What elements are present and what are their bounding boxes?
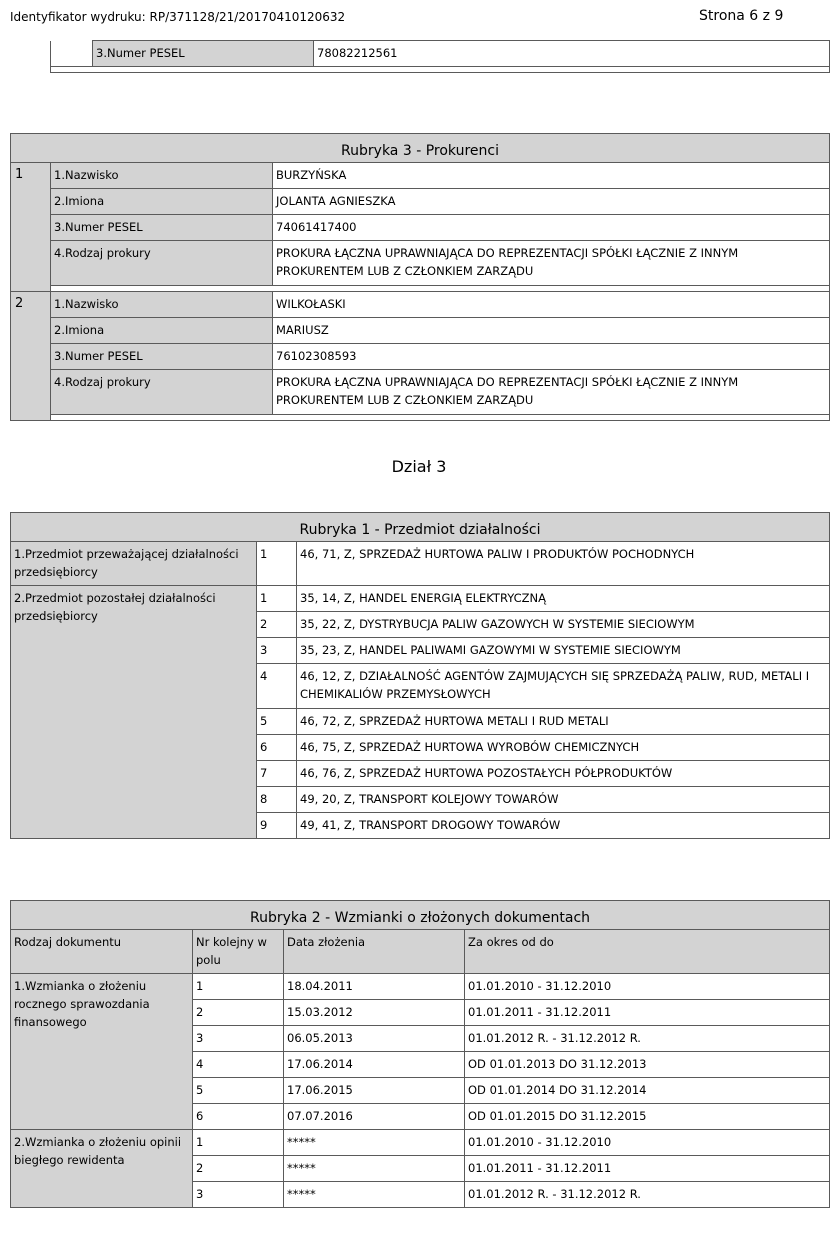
continuation-table: [50, 40, 830, 73]
column-header: Nr kolejny w polu: [193, 930, 284, 974]
activity-item: 46, 71, Z, SPRZEDAŻ HURTOWA PALIW I PRODUKTÓW POCHODNYCH: [297, 542, 830, 586]
field-label: 4.Rodzaj prokury: [51, 241, 273, 286]
row-number: 5: [193, 1078, 284, 1104]
filing-date: 06.05.2013: [284, 1026, 465, 1052]
field-value: PROKURA ŁĄCZNA UPRAWNIAJĄCA DO REPREZENTACJI SPÓŁKI ŁĄCZNIE Z INNYM PROKURENTEM LUB Z CZŁONKIEM ZARZĄDU: [273, 370, 830, 415]
entry-number: 1: [11, 163, 51, 292]
entry-number: 2: [11, 292, 51, 421]
period: 01.01.2011 - 31.12.2011: [465, 1156, 830, 1182]
item-number: 6: [257, 735, 297, 761]
field-label: 2.Imiona: [51, 318, 273, 344]
field-label: 2.Przedmiot pozostałej działalności przedsiębiorcy: [11, 586, 257, 839]
activity-item: 46, 12, Z, DZIAŁALNOŚĆ AGENTÓW ZAJMUJĄCYCH SIĘ SPRZEDAŻĄ PALIW, RUD, METALI I CHEMIKALIÓW PRZEMYSŁOWYCH: [297, 664, 830, 709]
activity-item: 35, 23, Z, HANDEL PALIWAMI GAZOWYMI W SYSTEMIE SIECIOWYM: [297, 638, 830, 664]
rubryka-3-table: [10, 133, 830, 421]
period: 01.01.2010 - 31.12.2010: [465, 974, 830, 1000]
field-label: 2.Imiona: [51, 189, 273, 215]
period: OD 01.01.2014 DO 31.12.2014: [465, 1078, 830, 1104]
field-label: 1.Przedmiot przeważającej działalności przedsiębiorcy: [11, 542, 257, 586]
activity-item: 49, 20, Z, TRANSPORT KOLEJOWY TOWARÓW: [297, 787, 830, 813]
row-number: 2: [193, 1000, 284, 1026]
field-value: WILKOŁASKI: [273, 292, 830, 318]
row-number: 2: [193, 1156, 284, 1182]
field-label: 4.Rodzaj prokury: [51, 370, 273, 415]
section-title: Rubryka 1 - Przedmiot działalności: [11, 513, 830, 542]
activity-item: 35, 22, Z, DYSTRYBUCJA PALIW GAZOWYCH W SYSTEMIE SIECIOWYM: [297, 612, 830, 638]
section-title: Rubryka 3 - Prokurenci: [11, 134, 830, 163]
field-label: 3.Numer PESEL: [93, 41, 314, 67]
field-value: BURZYŃSKA: [273, 163, 830, 189]
field-label: 1.Nazwisko: [51, 163, 273, 189]
item-number: 2: [257, 612, 297, 638]
item-number: 7: [257, 761, 297, 787]
period: 01.01.2011 - 31.12.2011: [465, 1000, 830, 1026]
row-number: 3: [193, 1182, 284, 1208]
field-value: 74061417400: [273, 215, 830, 241]
column-header: Data złożenia: [284, 930, 465, 974]
filing-date: 07.07.2016: [284, 1104, 465, 1130]
activity-item: 46, 72, Z, SPRZEDAŻ HURTOWA METALI I RUD METALI: [297, 709, 830, 735]
column-header: Za okres od do: [465, 930, 830, 974]
activity-item: 46, 75, Z, SPRZEDAŻ HURTOWA WYROBÓW CHEMICZNYCH: [297, 735, 830, 761]
filing-date: 18.04.2011: [284, 974, 465, 1000]
filing-date: 17.06.2014: [284, 1052, 465, 1078]
print-identifier: Identyfikator wydruku: RP/371128/21/20170410120632: [10, 10, 346, 24]
activity-item: 49, 41, Z, TRANSPORT DROGOWY TOWARÓW: [297, 813, 830, 839]
item-number: 1: [257, 542, 297, 586]
item-number: 5: [257, 709, 297, 735]
page-number: Strona 6 z 9: [699, 8, 784, 24]
activity-item: 46, 76, Z, SPRZEDAŻ HURTOWA POZOSTAŁYCH PÓŁPRODUKTÓW: [297, 761, 830, 787]
item-number: 3: [257, 638, 297, 664]
document-type: 2.Wzmianka o złożeniu opinii biegłego rewidenta: [11, 1130, 193, 1208]
field-value: PROKURA ŁĄCZNA UPRAWNIAJĄCA DO REPREZENTACJI SPÓŁKI ŁĄCZNIE Z INNYM PROKURENTEM LUB Z CZŁONKIEM ZARZĄDU: [273, 241, 830, 286]
row-number: 4: [193, 1052, 284, 1078]
item-number: 9: [257, 813, 297, 839]
field-value: JOLANTA AGNIESZKA: [273, 189, 830, 215]
rubryka-2-table: [10, 900, 830, 1208]
section-title: Rubryka 2 - Wzmianki o złożonych dokumentach: [11, 901, 830, 930]
row-number: 6: [193, 1104, 284, 1130]
field-value: 78082212561: [314, 41, 830, 67]
filing-date: *****: [284, 1156, 465, 1182]
filing-date: *****: [284, 1182, 465, 1208]
period: 01.01.2012 R. - 31.12.2012 R.: [465, 1026, 830, 1052]
filing-date: 15.03.2012: [284, 1000, 465, 1026]
period: 01.01.2012 R. - 31.12.2012 R.: [465, 1182, 830, 1208]
rubryka-1-table: [10, 512, 830, 839]
filing-date: 17.06.2015: [284, 1078, 465, 1104]
item-number: 8: [257, 787, 297, 813]
row-number: 1: [193, 974, 284, 1000]
item-number: 1: [257, 586, 297, 612]
column-header: Rodzaj dokumentu: [11, 930, 193, 974]
field-label: 1.Nazwisko: [51, 292, 273, 318]
field-label: 3.Numer PESEL: [51, 344, 273, 370]
row-number: 3: [193, 1026, 284, 1052]
row-number: 1: [193, 1130, 284, 1156]
period: OD 01.01.2015 DO 31.12.2015: [465, 1104, 830, 1130]
period: 01.01.2010 - 31.12.2010: [465, 1130, 830, 1156]
activity-item: 35, 14, Z, HANDEL ENERGIĄ ELEKTRYCZNĄ: [297, 586, 830, 612]
period: OD 01.01.2013 DO 31.12.2013: [465, 1052, 830, 1078]
document-type: 1.Wzmianka o złożeniu rocznego sprawozdania finansowego: [11, 974, 193, 1130]
item-number: 4: [257, 664, 297, 709]
field-label: 3.Numer PESEL: [51, 215, 273, 241]
field-value: 76102308593: [273, 344, 830, 370]
filing-date: *****: [284, 1130, 465, 1156]
section-heading: Dział 3: [391, 457, 447, 476]
field-value: MARIUSZ: [273, 318, 830, 344]
